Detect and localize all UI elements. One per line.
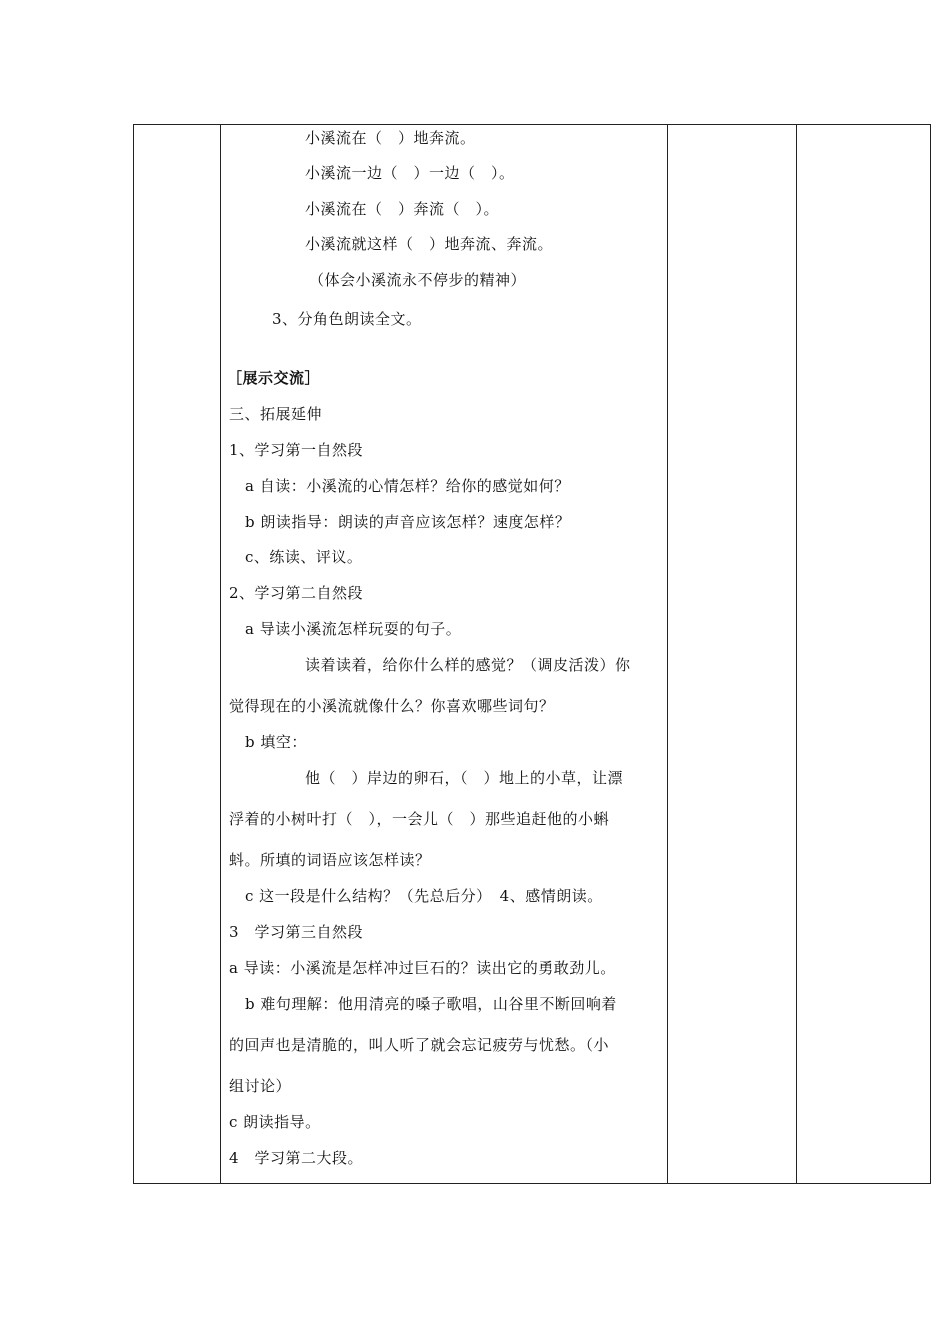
lesson-table bbox=[133, 124, 931, 1184]
column-divider bbox=[220, 125, 221, 1183]
text-line: 小溪流一边（ ）一边（ ）。 bbox=[305, 164, 515, 182]
text-line: a 导读小溪流怎样玩耍的句子。 bbox=[245, 620, 462, 638]
text-line: c、练读、评议。 bbox=[245, 548, 363, 566]
text-line: 2、学习第二自然段 bbox=[229, 584, 364, 602]
text-line: 读着读着，给你什么样的感觉？（调皮活泼）你 bbox=[305, 656, 631, 674]
column-divider bbox=[667, 125, 668, 1183]
text-line: a 自读：小溪流的心情怎样？给你的感觉如何？ bbox=[245, 477, 570, 495]
text-line: 1、学习第一自然段 bbox=[229, 441, 364, 459]
text-line: 小溪流在（ ）地奔流。 bbox=[305, 129, 476, 147]
text-line: 3 学习第三自然段 bbox=[229, 923, 364, 941]
text-line: c 这一段是什么结构？（先总后分） 4、感情朗读。 bbox=[245, 887, 603, 905]
text-line: 的回声也是清脆的，叫人听了就会忘记疲劳与忧愁。（小 bbox=[229, 1036, 610, 1054]
text-line: 小溪流在（ ）奔流（ ）。 bbox=[305, 200, 500, 218]
text-line: 3、分角色朗读全文。 bbox=[272, 310, 422, 328]
text-line: 蚪。所填的词语应该怎样读？ bbox=[229, 851, 431, 869]
text-line: 组讨论） bbox=[229, 1077, 292, 1095]
text-line: b 填空： bbox=[245, 733, 307, 751]
text-line: 三、拓展延伸 bbox=[229, 405, 323, 423]
column-divider bbox=[796, 125, 797, 1183]
text-line: 小溪流就这样（ ）地奔流、奔流。 bbox=[305, 235, 554, 253]
section-heading: ［展示交流］ bbox=[227, 369, 321, 387]
text-line: b 朗读指导：朗读的声音应该怎样？速度怎样？ bbox=[245, 513, 571, 531]
text-line: b 难句理解：他用清亮的嗓子歌唱，山谷里不断回响着 bbox=[245, 995, 617, 1013]
text-line: 觉得现在的小溪流就像什么？你喜欢哪些词句？ bbox=[229, 697, 555, 715]
text-line: 他（ ）岸边的卵石，（ ）地上的小草，让漂 bbox=[305, 769, 624, 787]
text-line: （体会小溪流永不停步的精神） bbox=[309, 271, 527, 289]
text-line: 4 学习第二大段。 bbox=[229, 1149, 364, 1167]
text-line: 浮着的小树叶打（ ），一会儿（ ）那些追赶他的小蝌 bbox=[229, 810, 610, 828]
text-line: c 朗读指导。 bbox=[229, 1113, 321, 1131]
text-line: a 导读：小溪流是怎样冲过巨石的？读出它的勇敢劲儿。 bbox=[229, 959, 616, 977]
